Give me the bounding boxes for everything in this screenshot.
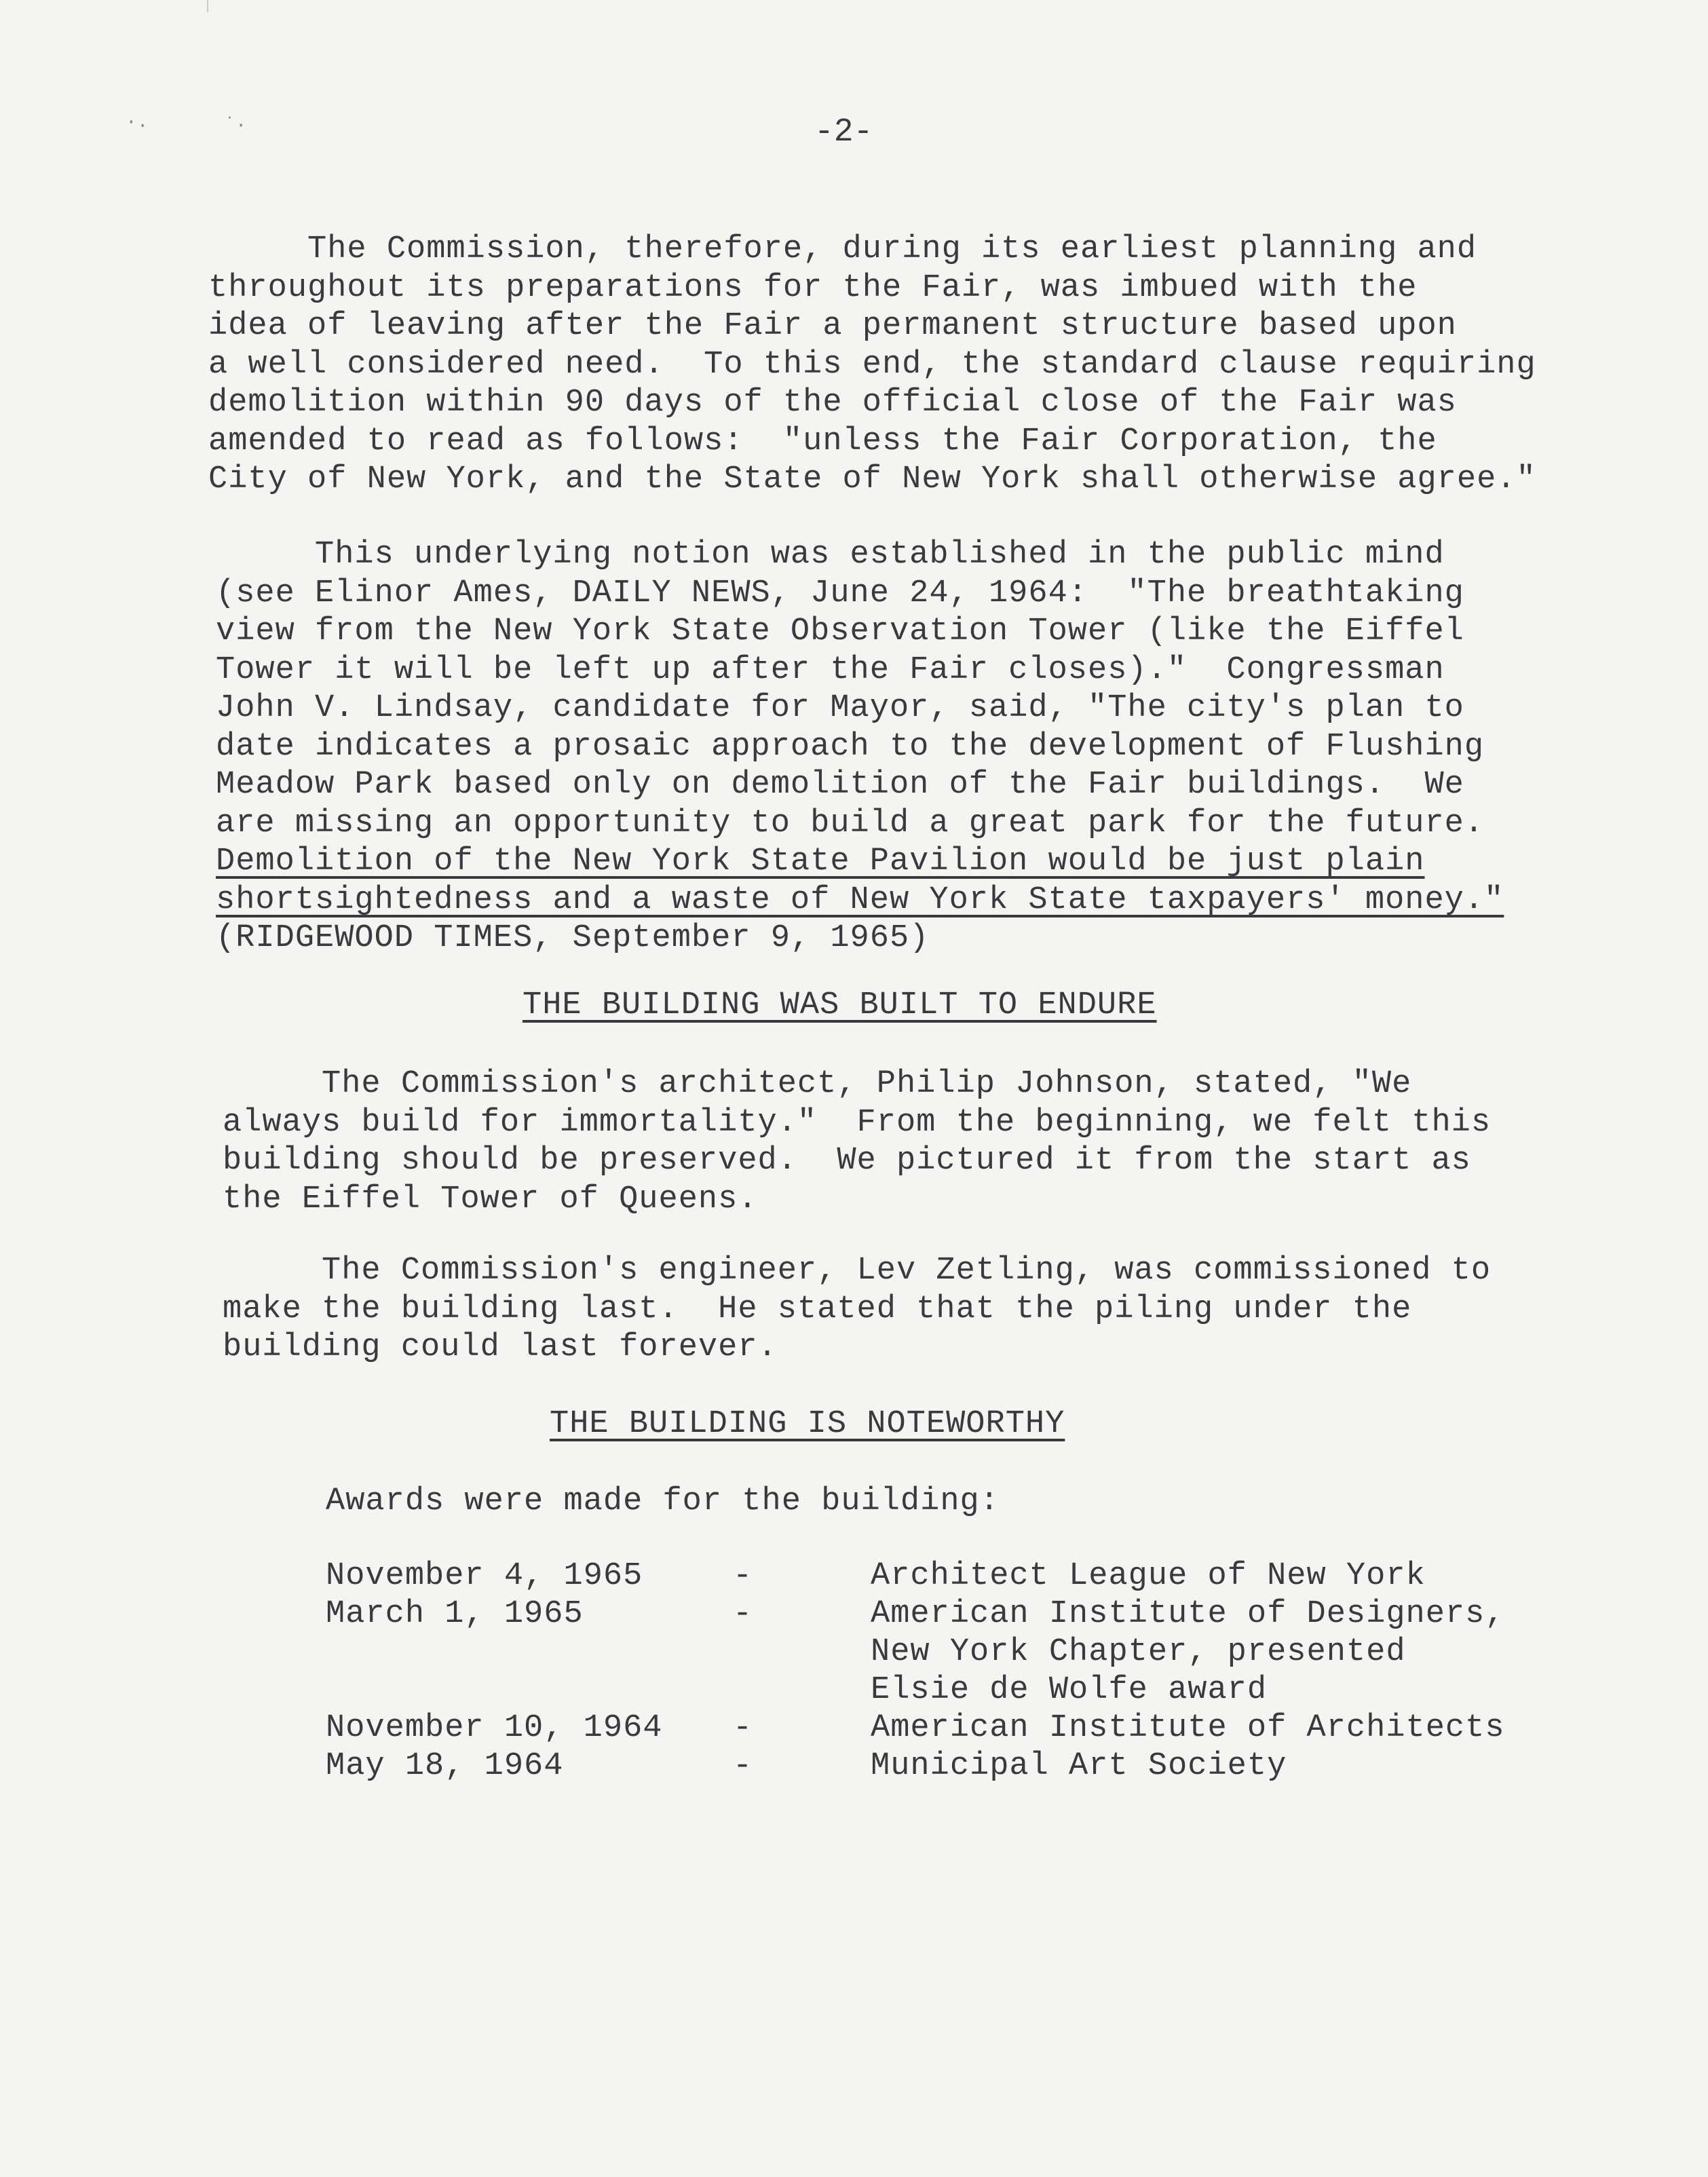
- award-organization-line: Elsie de Wolfe award: [871, 1672, 1268, 1708]
- award-organization-line: American Institute of Architects: [871, 1710, 1505, 1746]
- scan-speck: ·.: [126, 112, 149, 133]
- text-line: idea of leaving after the Fair a permanent structure based upon: [208, 308, 1457, 344]
- text-line: throughout its preparations for the Fair, was imbued with the: [208, 269, 1418, 306]
- text-line: a well considered need. To this end, the standard clause requiring: [208, 346, 1536, 383]
- text-line: amended to read as follows: "unless the Fair Corporation, the: [208, 423, 1437, 459]
- award-organization-line: American Institute of Designers,: [871, 1596, 1505, 1632]
- award-date: March 1, 1965: [326, 1596, 584, 1632]
- award-organization-line: Architect League of New York: [871, 1558, 1426, 1594]
- text-line: demolition within 90 days of the official close of the Fair was: [208, 385, 1457, 421]
- award-organization: [871, 1595, 1505, 1709]
- text-line: building could last forever.: [223, 1329, 778, 1365]
- scan-edge-mark: [207, 0, 208, 12]
- award-organization-line: Municipal Art Society: [871, 1748, 1287, 1784]
- award-date: November 4, 1965: [326, 1558, 643, 1594]
- heading-noteworthy: THE BUILDING IS NOTEWORTHY: [550, 1406, 1065, 1442]
- paragraph-engineer: [223, 1252, 1491, 1367]
- awards-intro: Awards were made for the building:: [326, 1483, 1000, 1519]
- scan-speck: ˙·: [224, 115, 247, 136]
- text-line: John V. Lindsay, candidate for Mayor, said, "The city's plan to: [216, 690, 1464, 726]
- text-line: make the building last. He stated that the piling under the: [223, 1291, 1412, 1327]
- award-organization: [871, 1709, 1505, 1747]
- text-line: are missing an opportunity to build a great park for the future.: [216, 805, 1485, 841]
- text-line: Tower it will be left up after the Fair closes)." Congressman: [216, 651, 1445, 688]
- text-line: Meadow Park based only on demolition of the Fair buildings. We: [216, 767, 1464, 803]
- award-row: [326, 1709, 1505, 1747]
- award-row: [326, 1557, 1505, 1595]
- text-line: The Commission's engineer, Lev Zetling, was commissioned to: [223, 1253, 1492, 1289]
- text-line: date indicates a prosaic approach to the development of Flushing: [216, 728, 1485, 765]
- text-line: This underlying notion was established in the public mind: [216, 537, 1445, 573]
- award-separator: -: [733, 1710, 753, 1746]
- text-line: (see Elinor Ames, DAILY NEWS, June 24, 1964: "The breathtaking: [216, 575, 1464, 611]
- awards-list: [326, 1557, 1505, 1785]
- award-row: [326, 1747, 1505, 1785]
- paragraph-public-mind: [216, 536, 1504, 958]
- underlined-quote-line: shortsightedness and a waste of New York State taxpayers' money.": [216, 882, 1504, 918]
- heading-built-to-endure: THE BUILDING WAS BUILT TO ENDURE: [523, 987, 1157, 1023]
- award-organization: [871, 1747, 1287, 1785]
- page-number: -2-: [814, 114, 873, 151]
- text-line: The Commission's architect, Philip Johnson, stated, "We: [223, 1066, 1412, 1102]
- paragraph-architect: [223, 1065, 1491, 1219]
- paragraph-commission-planning: [208, 231, 1536, 499]
- text-line: building should be preserved. We pictured it from the start as: [223, 1143, 1471, 1179]
- award-date: May 18, 1964: [326, 1748, 564, 1784]
- citation-line: (RIDGEWOOD TIMES, September 9, 1965): [216, 920, 930, 956]
- underlined-quote-line: Demolition of the New York State Pavilion would be just plain: [216, 844, 1425, 879]
- award-row: [326, 1595, 1505, 1709]
- text-line: view from the New York State Observation Tower (like the Eiffel: [216, 613, 1464, 649]
- award-organization: [871, 1557, 1426, 1595]
- text-line: The Commission, therefore, during its earliest planning and: [208, 231, 1477, 267]
- text-line: City of New York, and the State of New York shall otherwise agree.": [208, 461, 1536, 497]
- award-organization-line: New York Chapter, presented: [871, 1634, 1406, 1670]
- text-line: the Eiffel Tower of Queens.: [223, 1181, 758, 1217]
- award-date: November 10, 1964: [326, 1710, 663, 1746]
- text-line: always build for immortality." From the beginning, we felt this: [223, 1104, 1492, 1141]
- award-separator: -: [733, 1596, 753, 1632]
- award-separator: -: [733, 1748, 753, 1784]
- award-separator: -: [733, 1558, 753, 1594]
